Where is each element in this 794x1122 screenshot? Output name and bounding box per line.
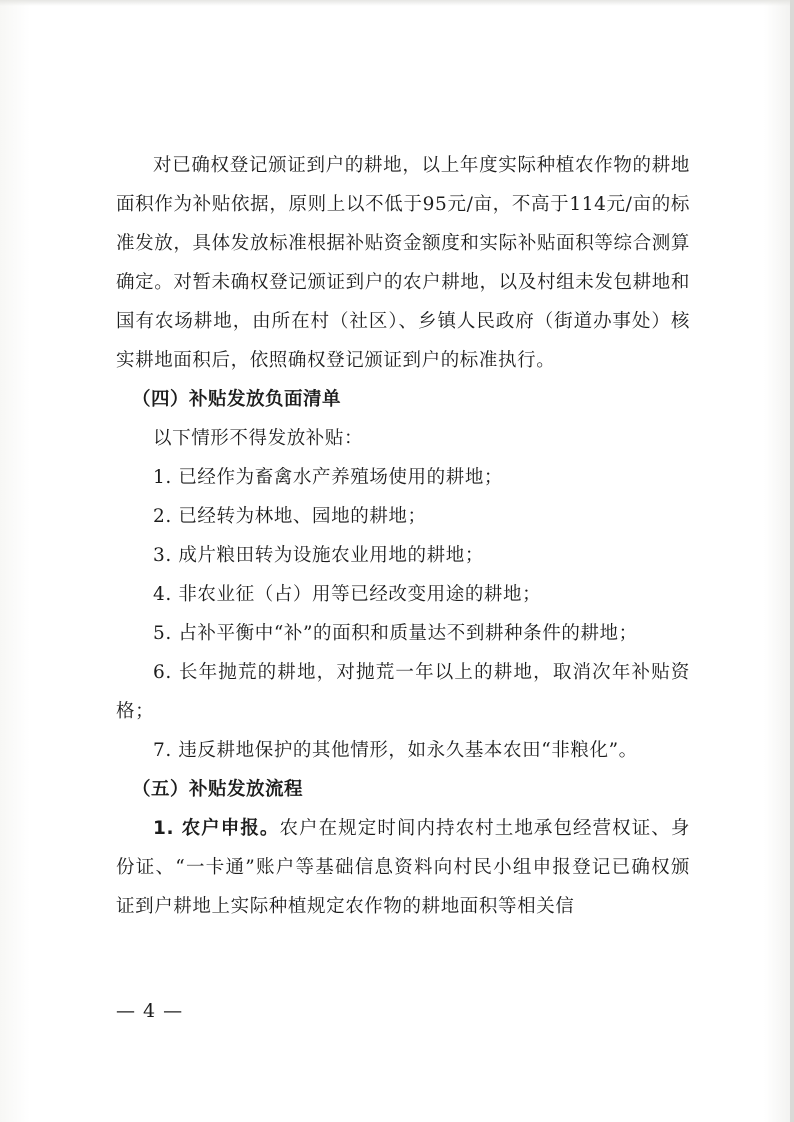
list-item: 3. 成片粮田转为设施农业用地的耕地；	[153, 545, 484, 566]
list-item: 1. 已经作为畜禽水产养殖场使用的耕地；	[153, 467, 504, 488]
step-1-text: 农户在规定时间内持农村土地承包经营权证、身份证、“一卡通”账户等基础信息资料向村民小组申报登记已确权颁证到户耕地上实际种植规定农作物的耕地面积等相关信	[116, 818, 690, 917]
subsidy-standard-paragraph: 对已确权登记颁证到户的耕地，以上年度实际种植农作物的耕地面积作为补贴依据，原则上以不低于95元/亩，不高于114元/亩的标准发放，具体发放标准根据补贴资金额度和实际补贴面积等综合测算确定。对暂未确权登记颁证到户的农户耕地，以及村组未发包耕地和国有农场耕地，由所在村（社区）、乡镇人民政府（街道办事处）核实耕地面积后，依照确权登记颁证到户的标准执行。	[116, 155, 690, 371]
negative-list	[116, 458, 690, 770]
step-1-label: 1. 农户申报。	[153, 818, 280, 839]
list-item: 5. 占补平衡中“补”的面积和质量达不到耕种条件的耕地；	[153, 623, 638, 644]
list-item: 7. 违反耕地保护的其他情形，如永久基本农田“非粮化”。	[153, 740, 638, 761]
process-step-1	[116, 809, 690, 926]
list-item: 4. 非农业征（占）用等已经改变用途的耕地；	[153, 584, 542, 605]
list-item: 2. 已经转为林地、园地的耕地；	[153, 506, 427, 527]
list-item: 6. 长年抛荒的耕地，对抛荒一年以上的耕地，取消次年补贴资格；	[116, 662, 690, 722]
scan-edge-right	[790, 0, 794, 1122]
scan-edge-top	[0, 0, 794, 6]
page-number: — 4 —	[116, 1000, 184, 1022]
section-heading-process: （五）补贴发放流程	[132, 779, 304, 800]
document-body	[116, 146, 690, 926]
section-heading-negative-list: （四）补贴发放负面清单	[132, 389, 342, 410]
negative-list-intro: 以下情形不得发放补贴：	[153, 428, 364, 449]
